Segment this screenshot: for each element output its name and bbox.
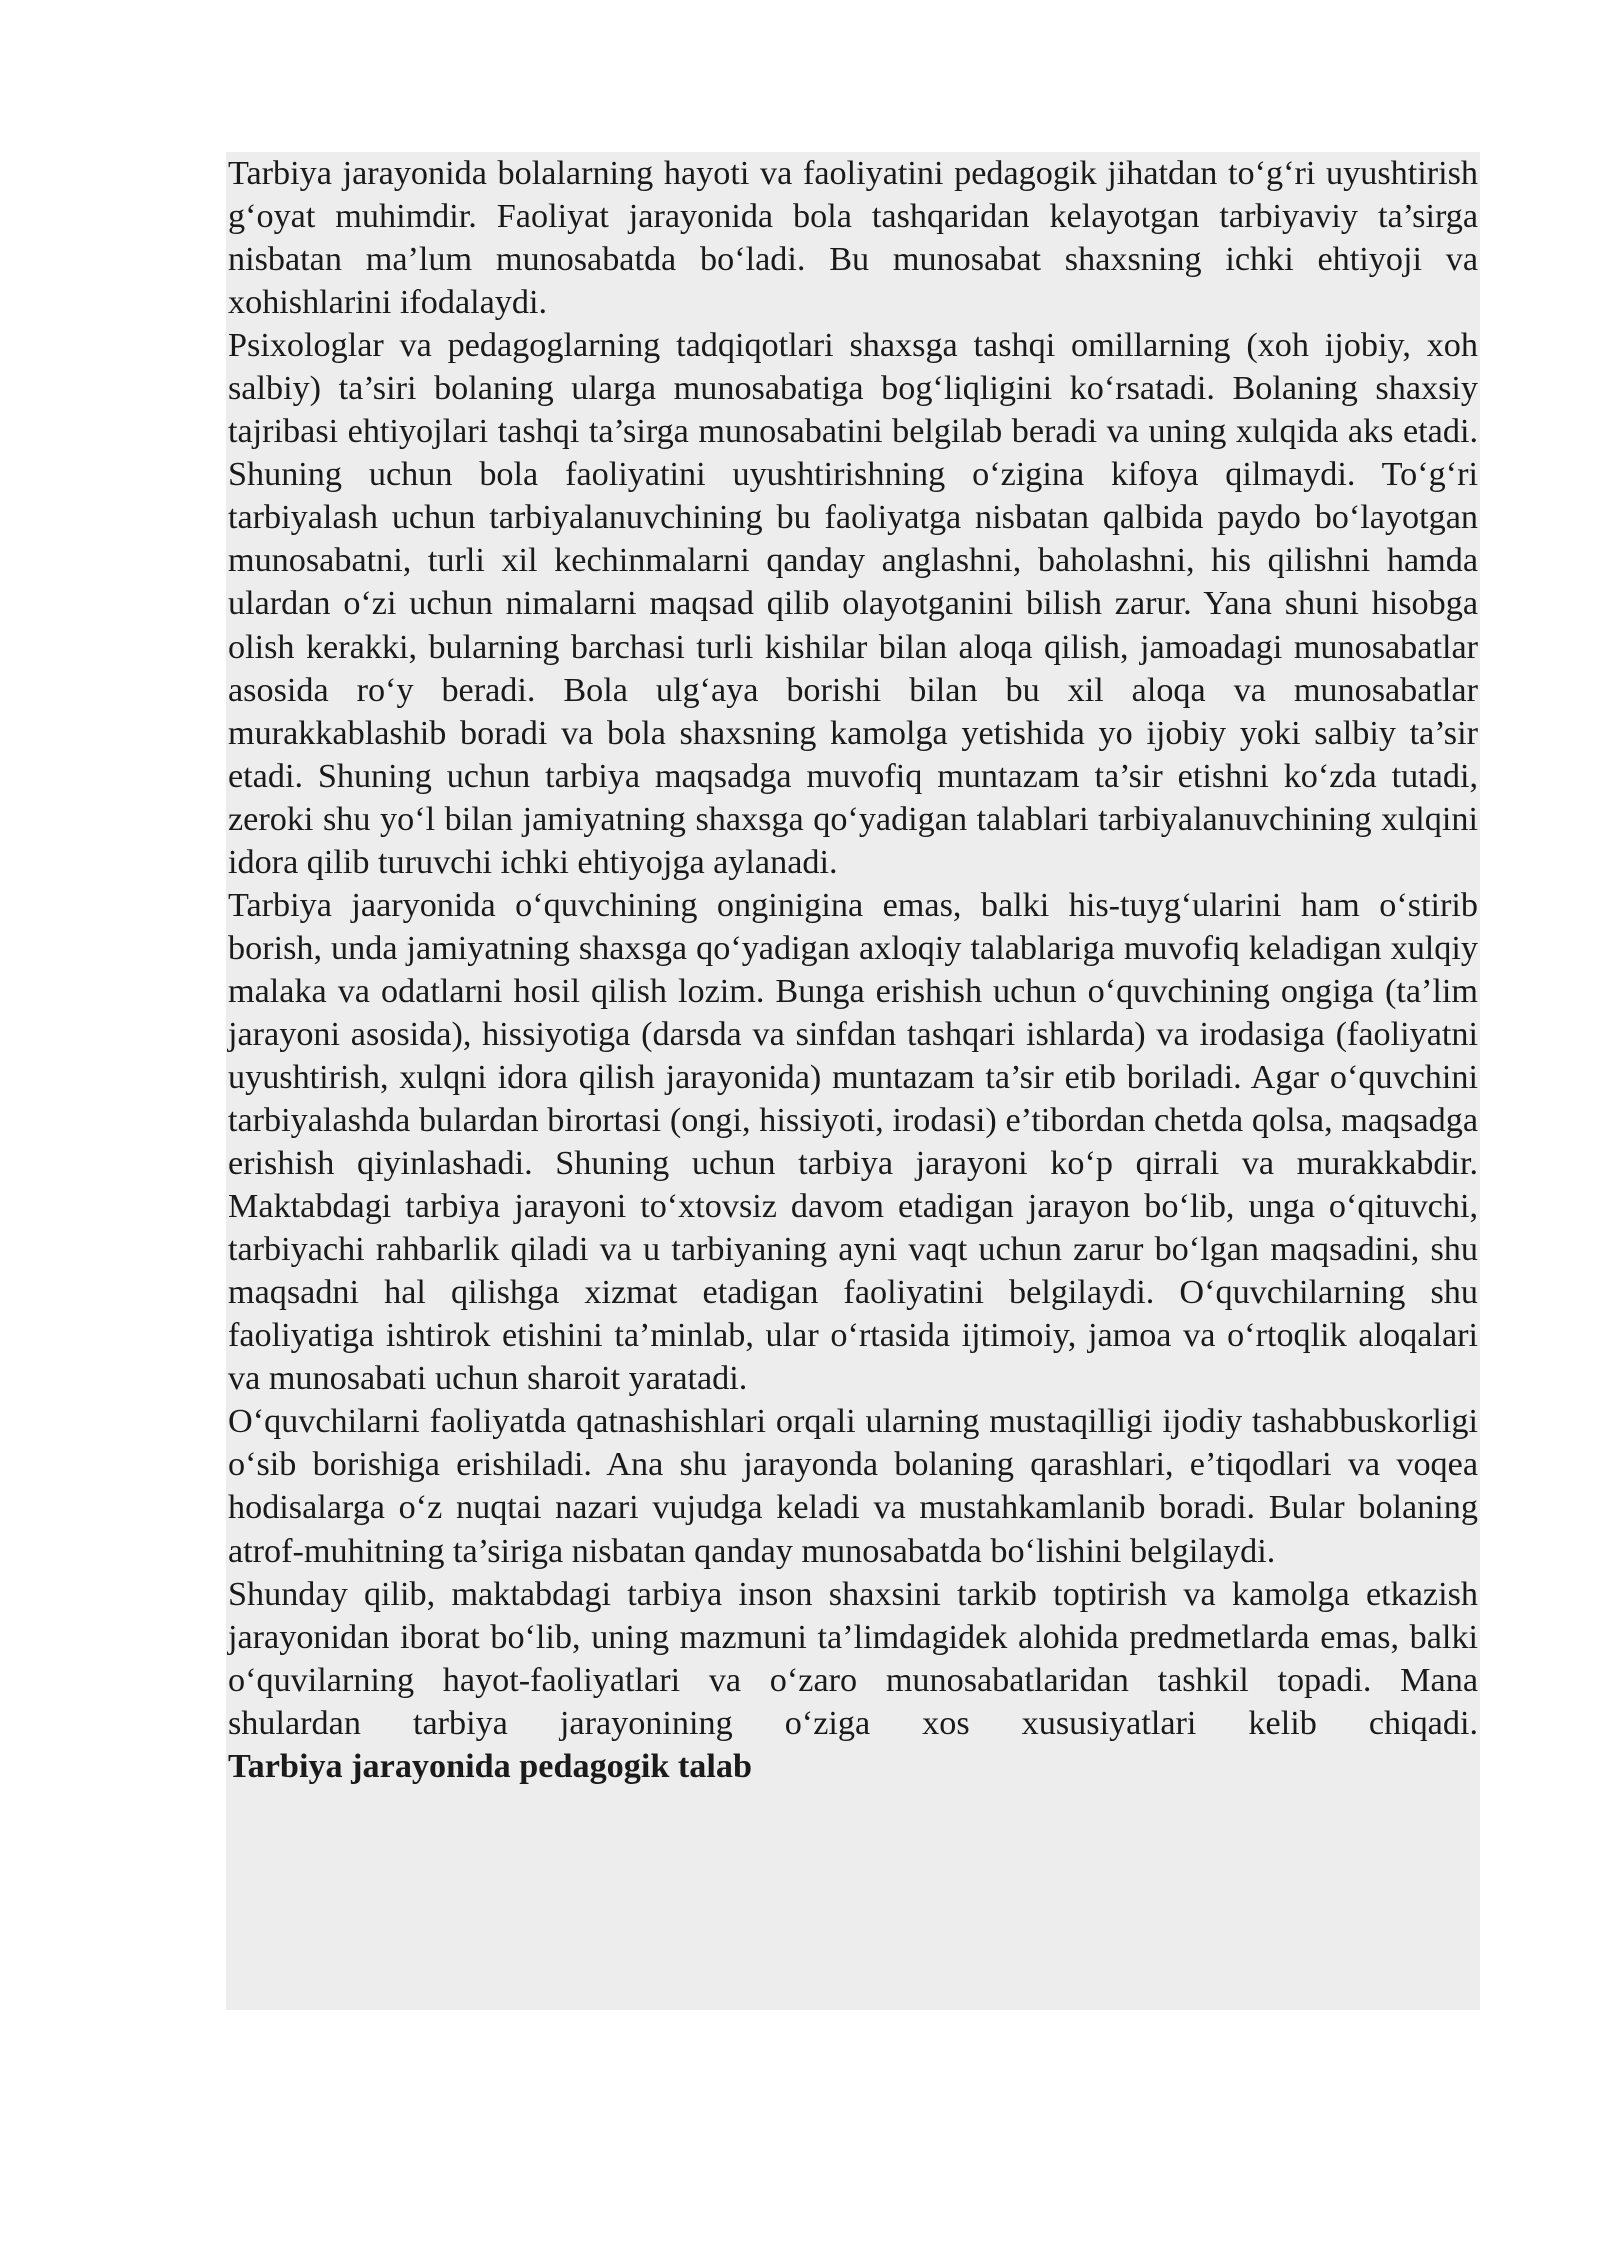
text-body (226, 152, 1480, 2010)
paragraph-4: O‘quvchilarni faoliyatda qatnashishlari orqali ularning mustaqilligi ijodiy tashabbuskorligi o‘sib borishiga erishiladi. Ana shu jarayonda bolaning qarashlari, e’tiqodlari va voqea hodisalarga o‘z nuqtai nazari vujudga keladi va mustahkamlanib boradi. Bular bolaning atrof-muhitning ta’siriga nisbatan qanday munosabatda bo‘lishini belgilaydi. (228, 1403, 1478, 1570)
paragraph-5: Shunday qilib, maktabdagi tarbiya inson shaxsini tarkib toptirish va kamolga etkazish jarayonidan iborat bo‘lib, uning mazmuni ta’limdagidek alohida predmetlarda emas, balki o‘quvilarning hayot-faoliyatlari va o‘zaro munosabatlaridan tashkil topadi. Mana shulardan tarbiya jarayonining o‘ziga xos xususiyatlari kelib chiqadi. (228, 1575, 1478, 1742)
paragraph-3: Tarbiya jaaryonida o‘quvchining onginigina emas, balki his-tuyg‘ularini ham o‘stirib borish, unda jamiyatning shaxsga qo‘yadigan axloqiy talablariga muvofiq keladigan xulqiy malaka va odatlarni hosil qilish lozim. Bunga erishish uchun o‘quvchining ongiga (ta’lim jarayoni asosida), hissiyotiga (darsda va sinfdan tashqari ishlarda) va irodasiga (faoliyatni uyushtirish, xulqni idora qilish jarayonida) muntazam ta’sir etib boriladi. Agar o‘quvchini tarbiyalashda bulardan birortasi (ongi, hissiyoti, irodasi) e’tibordan chetda qolsa, maqsadga erishish qiyinlashadi. Shuning uchun tarbiya jarayoni ko‘p qirrali va murakkabdir. Maktabdagi tarbiya jarayoni to‘xtovsiz davom etadigan jarayon bo‘lib, unga o‘qituvchi, tarbiyachi rahbarlik qiladi va u tarbiyaning ayni vaqt uchun zarur bo‘lgan maqsadini, shu maqsadni hal qilishga xizmat etadigan faoliyatini belgilaydi. O‘quvchilarning shu faoliyatiga ishtirok etishini ta’minlab, ular o‘rtasida ijtimoiy, jamoa va o‘rtoqlik aloqalari va munosabati uchun sharoit yaratadi. (228, 886, 1478, 1398)
paragraph-2: Psixologlar va pedagoglarning tadqiqotlari shaxsga tashqi omillarning (xoh ijobiy, xoh salbiy) ta’siri bolaning ularga munosabatiga bog‘liqligini ko‘rsatadi. Bolaning shaxsiy tajribasi ehtiyojlari tashqi ta’sirga munosabatini belgilab beradi va uning xulqida aks etadi. Shuning uchun bola faoliyatini uyushtirishning o‘zigina kifoya qilmaydi. To‘g‘ri tarbiyalash uchun tarbiyalanuvchining bu faoliyatga nisbatan qalbida paydo bo‘layotgan munosabatni, turli xil kechinmalarni qanday anglashni, baholashni, his qilishni hamda ulardan o‘zi uchun nimalarni maqsad qilib olayotganini bilish zarur. Yana shuni hisobga olish kerakki, bularning barchasi turli kishilar bilan aloqa qilish, jamoadagi munosabatlar asosida ro‘y beradi. Bola ulg‘aya borishi bilan bu xil aloqa va munosabatlar murakkablashib boradi va bola shaxsning kamolga yetishida yo ijobiy yoki salbiy ta’sir etadi. Shuning uchun tarbiya maqsadga muvofiq muntazam ta’sir etishni ko‘zda tutadi, zeroki shu yo‘l bilan jamiyatning shaxsga qo‘yadigan talablari tarbiyalanuvchining xulqini idora qilib turuvchi ichki ehtiyojga aylanadi. (228, 327, 1478, 881)
section-heading: Tarbiya jarayonida pedagogik talab (228, 1747, 752, 1785)
paragraph-1: Tarbiya jarayonida bolalarning hayoti va faoliyatini pedagogik jihatdan to‘g‘ri uyushtirish g‘oyat muhimdir. Faoliyat jarayonida bola tashqaridan kelayotgan tarbiyaviy ta’sirga nisbatan ma’lum munosabatda bo‘ladi. Bu munosabat shaxsning ichki ehtiyoji va xohishlarini ifodalaydi. (228, 155, 1478, 322)
